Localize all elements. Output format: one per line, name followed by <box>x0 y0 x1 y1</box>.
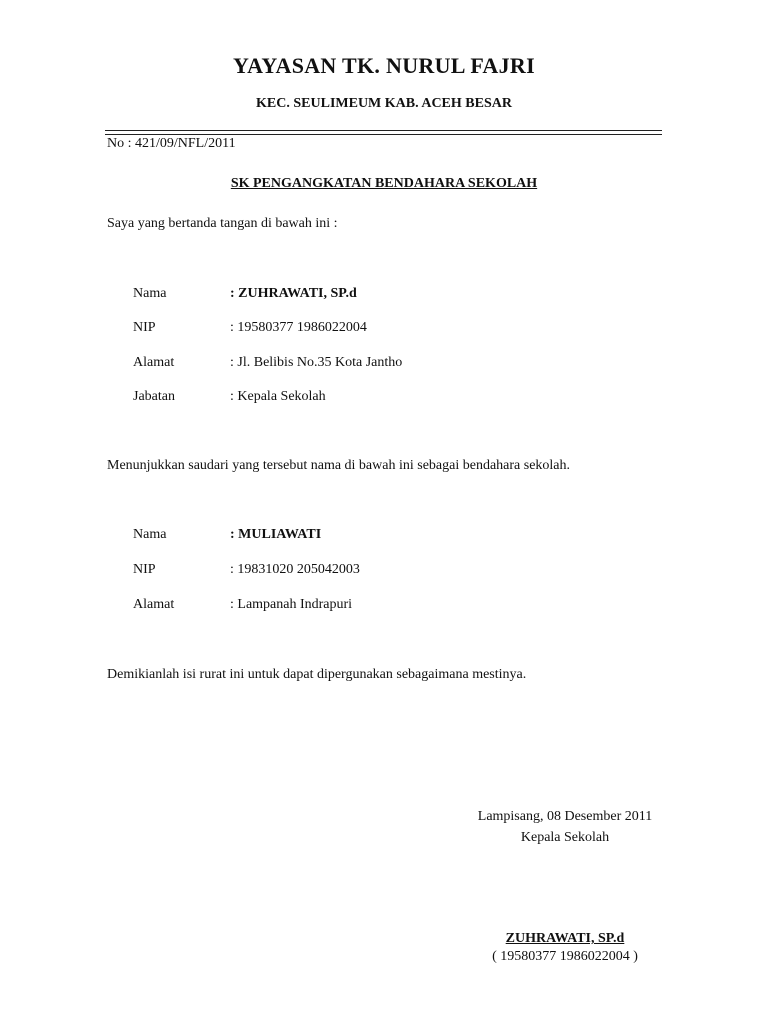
signature-nip: ( 19580377 1986022004 ) <box>492 949 638 964</box>
intro-text: Saya yang bertanda tangan di bawah ini : <box>107 216 338 231</box>
header-divider-top <box>105 130 662 131</box>
organization-address: KEC. SEULIMEUM KAB. ACEH BESAR <box>256 96 512 111</box>
closing-text: Demikianlah isi rurat ini untuk dapat dipergunakan sebagaimana mestinya. <box>107 667 527 682</box>
signature-role: Kepala Sekolah <box>520 830 610 845</box>
signer-nip-label: NIP <box>133 320 156 335</box>
signer-position-label: Jabatan <box>133 389 175 404</box>
signer-address-label: Alamat <box>133 355 175 370</box>
appointee-address-value: : Lampanah Indrapuri <box>230 597 353 612</box>
appointee-address-label: Alamat <box>133 597 175 612</box>
header-divider-bottom <box>105 134 662 135</box>
signer-name-value: : ZUHRAWATI, SP.d <box>230 286 357 301</box>
signer-address-value: : Jl. Belibis No.35 Kota Jantho <box>230 355 403 370</box>
appointee-name-label: Nama <box>133 527 167 542</box>
signer-position-value: : Kepala Sekolah <box>230 389 326 404</box>
appointee-nip-label: NIP <box>133 562 156 577</box>
document-number: No : 421/09/NFL/2011 <box>107 136 236 151</box>
organization-name: YAYASAN TK. NURUL FAJRI <box>233 53 535 78</box>
signature-place-date: Lampisang, 08 Desember 2011 <box>477 809 653 824</box>
signer-name-label: Nama <box>133 286 167 301</box>
appointment-text: Menunjukkan saudari yang tersebut nama di bawah ini sebagai bendahara sekolah. <box>107 458 571 473</box>
appointee-name-value: : MULIAWATI <box>230 527 322 542</box>
signer-nip-value: : 19580377 1986022004 <box>230 320 367 335</box>
appointee-nip-value: : 19831020 205042003 <box>230 562 360 577</box>
document-title: SK PENGANGKATAN BENDAHARA SEKOLAH <box>230 176 538 191</box>
signature-name: ZUHRAWATI, SP.d <box>505 931 625 946</box>
